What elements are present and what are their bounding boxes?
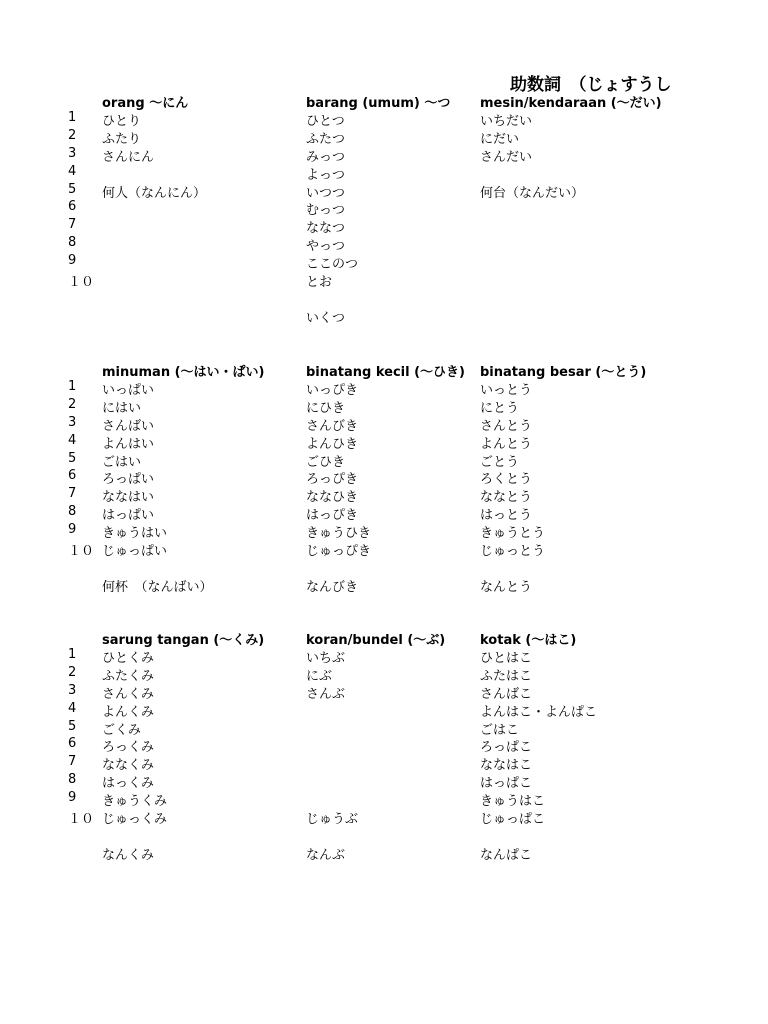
- table-cell: ひとつ: [306, 113, 345, 129]
- table-cell: ごひき: [306, 454, 346, 470]
- table-cell: いっぱい: [102, 382, 155, 398]
- table-cell: にひき: [306, 400, 346, 416]
- table-cell: ななはこ: [480, 758, 533, 774]
- table-cell: じゅっとう: [480, 544, 546, 559]
- table-cell: ななはい: [102, 490, 155, 506]
- table-cell: じゅっぱい: [102, 544, 168, 559]
- table-cell: ろっぱい: [102, 472, 155, 488]
- question-word: 何杯 （なんばい）: [102, 579, 213, 595]
- table-cell: ろっぴき: [306, 472, 359, 488]
- row-number: 6: [68, 199, 77, 215]
- table-cell: じゅうぶ: [306, 812, 359, 827]
- table-cell: ひとはこ: [480, 650, 533, 666]
- row-number: 3: [68, 682, 77, 698]
- question-word: なんぶ: [306, 847, 346, 863]
- table-cell: ごはこ: [480, 722, 520, 738]
- table-cell: 何台（なんだい）: [480, 185, 585, 201]
- row-number: 3: [68, 414, 77, 430]
- table-cell: いつつ: [306, 185, 346, 201]
- table-cell: よんはい: [102, 436, 155, 452]
- row-number: １０: [68, 275, 95, 290]
- table-cell: ふたり: [102, 131, 142, 147]
- table-cell: はっくみ: [102, 776, 155, 792]
- column-header: sarung tangan (～くみ): [102, 633, 265, 648]
- row-number: 4: [68, 163, 77, 179]
- row-number: 1: [68, 646, 77, 662]
- table-cell: やっつ: [306, 239, 346, 255]
- row-number: 7: [68, 486, 77, 502]
- row-number: 9: [68, 522, 77, 538]
- table-cell: きゅうはこ: [480, 794, 546, 810]
- table-cell: はっぱこ: [480, 776, 533, 792]
- row-number: １０: [68, 544, 95, 559]
- table-cell: にはい: [102, 400, 142, 416]
- table-cell: よんはこ・よんぱこ: [480, 704, 598, 720]
- table-cell: きゅうひき: [306, 526, 372, 542]
- table-cell: じゅっぱこ: [480, 812, 546, 827]
- table-cell: ごくみ: [102, 722, 142, 738]
- row-number: 4: [68, 700, 77, 716]
- column-header: binatang kecil (～ひき): [306, 365, 466, 380]
- table-cell: はっぱい: [102, 508, 155, 524]
- row-number: 6: [68, 736, 77, 752]
- table-cell: きゅうはい: [102, 526, 168, 542]
- question-word: なんくみ: [102, 847, 155, 863]
- table-cell: ふたはこ: [480, 668, 533, 684]
- table-cell: はっとう: [480, 508, 533, 524]
- column-header: binatang besar (～とう): [480, 365, 647, 380]
- table-cell: にとう: [480, 400, 520, 416]
- table-cell: とお: [306, 275, 333, 290]
- column-header: kotak (～はこ): [480, 633, 577, 648]
- table-cell: ここのつ: [306, 257, 359, 273]
- row-number: １０: [68, 812, 95, 827]
- table-cell: ふたつ: [306, 131, 346, 147]
- row-number: 3: [68, 145, 77, 161]
- question-word: なんとう: [480, 579, 533, 595]
- row-number: 8: [68, 772, 77, 788]
- column-header: barang (umum) ～つ: [306, 96, 451, 111]
- table-cell: ろくとう: [480, 472, 533, 488]
- table-cell: はっぴき: [306, 508, 359, 524]
- table-cell: きゅうとう: [480, 526, 546, 542]
- table-cell: みっつ: [306, 149, 346, 165]
- table-cell: きゅうくみ: [102, 794, 168, 810]
- row-number: 6: [68, 468, 77, 484]
- question-word: なんびき: [306, 579, 359, 595]
- column-header: minuman (～はい・ぱい): [102, 365, 265, 380]
- table-cell: ななひき: [306, 490, 359, 506]
- table-cell: にぶ: [306, 668, 333, 684]
- row-number: 2: [68, 127, 77, 143]
- row-number: 9: [68, 253, 77, 269]
- page-title: 助数詞 （じょすうし: [510, 75, 672, 95]
- row-number: 8: [68, 504, 77, 520]
- table-cell: ひとり: [102, 113, 142, 129]
- table-cell: ふたくみ: [102, 668, 155, 684]
- table-cell: にだい: [480, 131, 520, 147]
- row-number: 5: [68, 718, 77, 734]
- table-cell: さんくみ: [102, 686, 155, 702]
- table-cell: ろっくみ: [102, 740, 155, 756]
- table-cell: むっつ: [306, 203, 346, 219]
- table-cell: よっつ: [306, 167, 346, 183]
- table-cell: よんひき: [306, 436, 359, 452]
- table-cell: ひとくみ: [102, 650, 155, 666]
- column-header: mesin/kendaraan (～だい): [480, 96, 662, 111]
- table-cell: さんばい: [102, 418, 155, 434]
- column-header: koran/bundel (～ぶ): [306, 633, 446, 648]
- row-number: 7: [68, 217, 77, 233]
- row-number: 2: [68, 396, 77, 412]
- table-cell: ななくみ: [102, 758, 155, 774]
- table-cell: さんとう: [480, 418, 533, 434]
- table-cell: ごはい: [102, 454, 142, 470]
- table-cell: じゅっくみ: [102, 812, 168, 827]
- table-cell: よんとう: [480, 436, 533, 452]
- table-cell: いっとう: [480, 382, 533, 398]
- table-cell: ななとう: [480, 490, 533, 506]
- table-cell: じゅっぴき: [306, 544, 372, 559]
- question-word: なんぱこ: [480, 847, 533, 863]
- table-cell: いちだい: [480, 113, 533, 129]
- table-cell: いっぴき: [306, 382, 359, 398]
- question-word: いくつ: [306, 310, 346, 326]
- row-number: 4: [68, 432, 77, 448]
- table-cell: ななつ: [306, 221, 346, 237]
- row-number: 1: [68, 109, 77, 125]
- table-cell: ごとう: [480, 454, 520, 470]
- table-cell: よんくみ: [102, 704, 155, 720]
- table-cell: いちぶ: [306, 650, 346, 666]
- table-cell: さんぶ: [306, 686, 346, 702]
- row-number: 5: [68, 181, 77, 197]
- column-header: orang ～にん: [102, 96, 189, 111]
- table-cell: さんにん: [102, 149, 155, 165]
- row-number: 9: [68, 790, 77, 806]
- row-number: 8: [68, 235, 77, 251]
- row-number: 1: [68, 378, 77, 394]
- row-number: 2: [68, 664, 77, 680]
- table-cell: さんばこ: [480, 686, 533, 702]
- table-cell: ろっぱこ: [480, 740, 533, 756]
- table-cell: さんだい: [480, 149, 533, 165]
- table-cell: 何人（なんにん）: [102, 185, 207, 201]
- table-cell: さんびき: [306, 418, 359, 434]
- row-number: 5: [68, 450, 77, 466]
- row-number: 7: [68, 754, 77, 770]
